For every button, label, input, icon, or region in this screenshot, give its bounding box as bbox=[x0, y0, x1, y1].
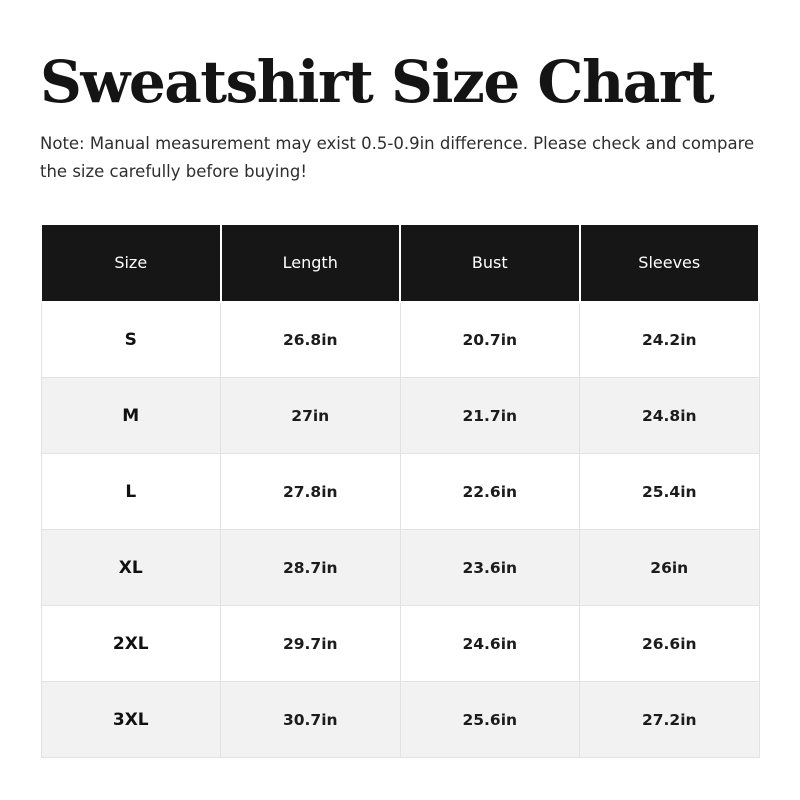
size-cell: L bbox=[41, 454, 221, 530]
header-row bbox=[41, 224, 759, 302]
size-cell: 2XL bbox=[41, 606, 221, 682]
size-cell: M bbox=[41, 378, 221, 454]
size-cell: S bbox=[41, 302, 221, 378]
table-row-m bbox=[41, 378, 759, 454]
length-cell: 26.8in bbox=[221, 302, 401, 378]
column-header-size: Size bbox=[41, 224, 221, 302]
bust-cell: 20.7in bbox=[400, 302, 580, 378]
size-cell: 3XL bbox=[41, 682, 221, 758]
page-title: Sweatshirt Size Chart bbox=[40, 48, 714, 116]
column-header-sleeves: Sleeves bbox=[580, 224, 760, 302]
measurement-note: Note: Manual measurement may exist 0.5-0.9in difference. Please check and compare the size carefully before buying! bbox=[40, 134, 755, 181]
sleeves-cell: 24.2in bbox=[580, 302, 760, 378]
bust-cell: 23.6in bbox=[400, 530, 580, 606]
length-cell: 29.7in bbox=[221, 606, 401, 682]
size-cell: XL bbox=[41, 530, 221, 606]
length-cell: 30.7in bbox=[221, 682, 401, 758]
table-row-3xl bbox=[41, 682, 759, 758]
sleeves-cell: 26in bbox=[580, 530, 760, 606]
length-cell: 27in bbox=[221, 378, 401, 454]
column-header-bust: Bust bbox=[400, 224, 580, 302]
sleeves-cell: 27.2in bbox=[580, 682, 760, 758]
length-cell: 28.7in bbox=[221, 530, 401, 606]
sleeves-cell: 25.4in bbox=[580, 454, 760, 530]
table-row-l bbox=[41, 454, 759, 530]
table-row-2xl bbox=[41, 606, 759, 682]
sleeves-cell: 24.8in bbox=[580, 378, 760, 454]
bust-cell: 22.6in bbox=[400, 454, 580, 530]
bust-cell: 24.6in bbox=[400, 606, 580, 682]
bust-cell: 25.6in bbox=[400, 682, 580, 758]
size-table bbox=[40, 223, 760, 759]
table-row-s bbox=[41, 302, 759, 378]
column-header-length: Length bbox=[221, 224, 401, 302]
table-row-xl bbox=[41, 530, 759, 606]
length-cell: 27.8in bbox=[221, 454, 401, 530]
sleeves-cell: 26.6in bbox=[580, 606, 760, 682]
bust-cell: 21.7in bbox=[400, 378, 580, 454]
